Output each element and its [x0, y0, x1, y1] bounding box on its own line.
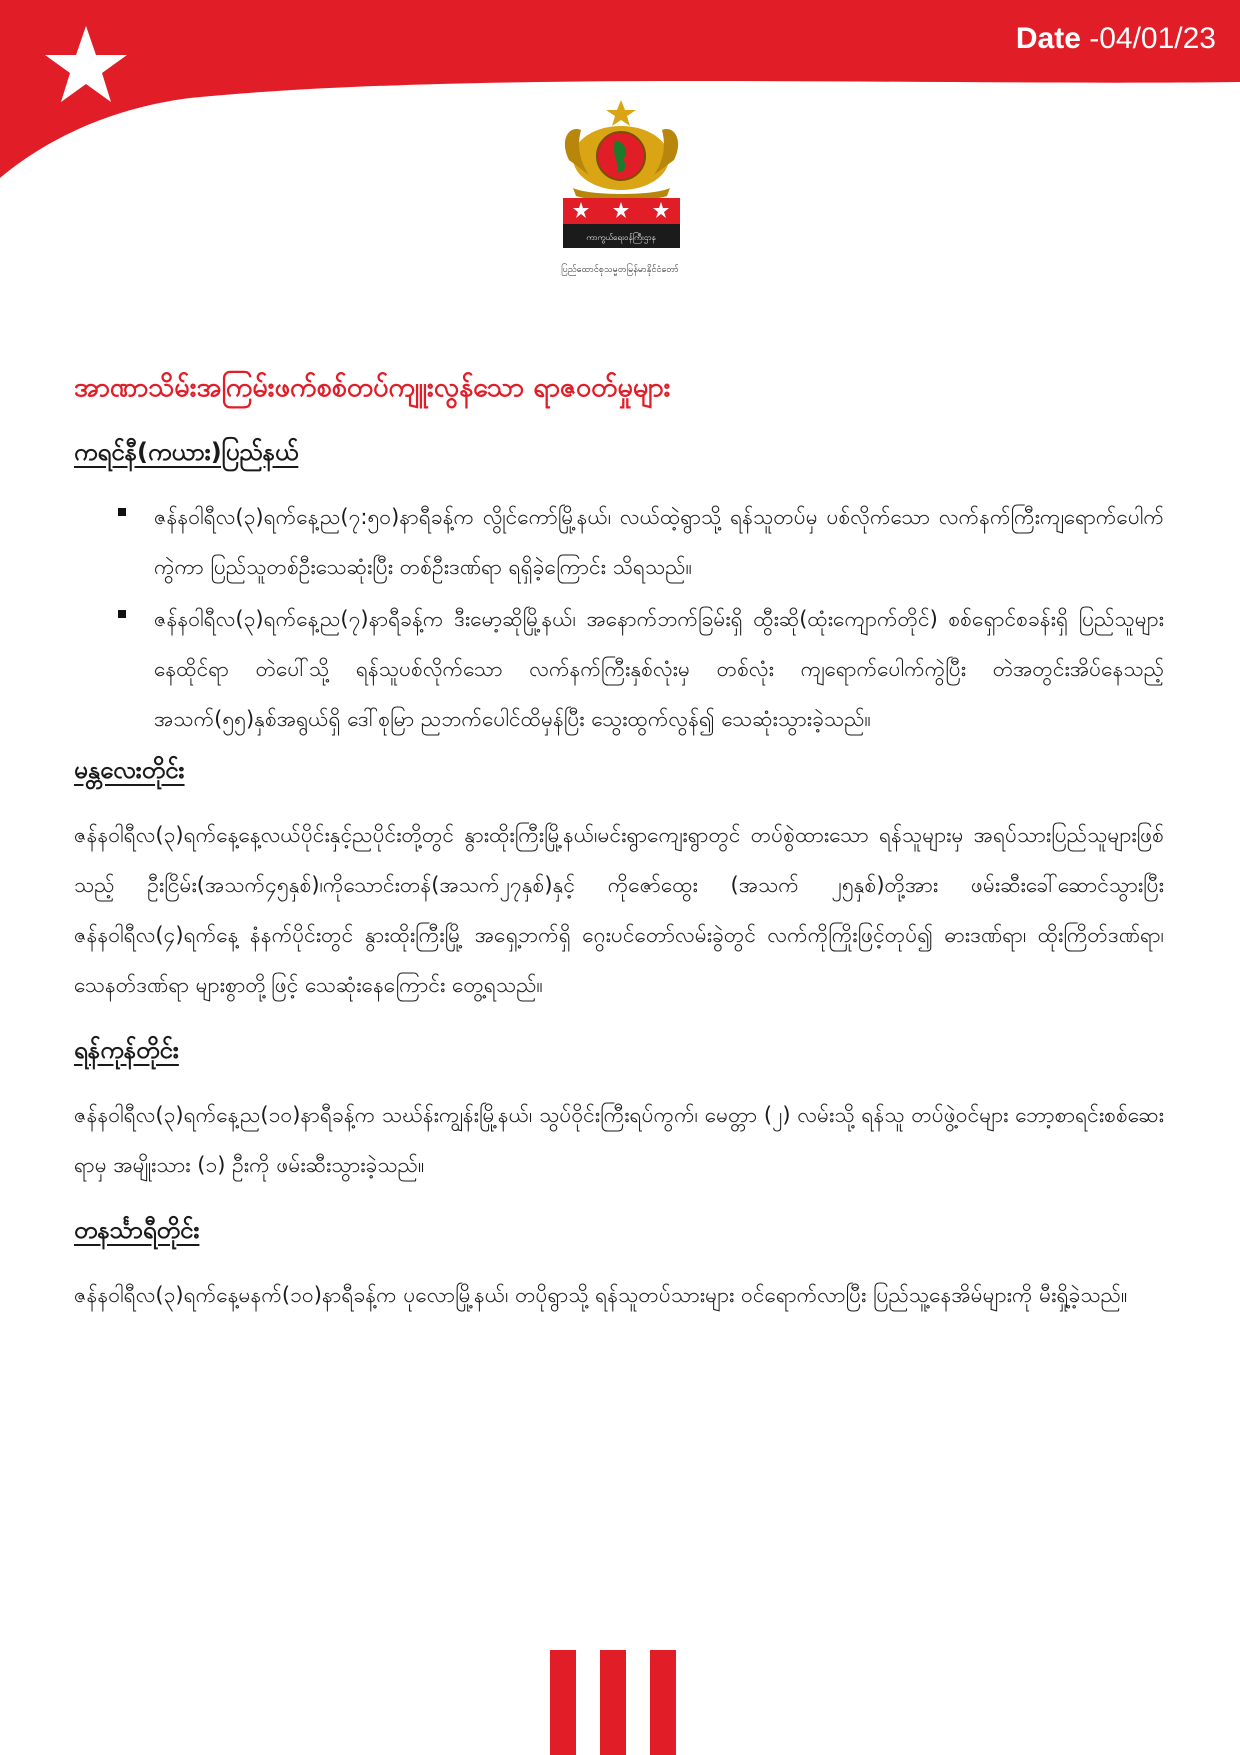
emblem-band-text: ကာကွယ်ရေးဝန်ကြီးဌာန: [586, 233, 656, 242]
section-heading-yangon: ရန်ကုန်တိုင်း: [74, 1036, 179, 1064]
paragraph-mandalay: ဇန်နဝါရီလ(၃)ရက်နေ့နေ့လယ်ပိုင်းနှင့်ညပိုင်းတို့တွင် နွားထိုးကြီးမြို့နယ်၊မင်းရွာကျေးရွာတွင် တပ်စွဲထားသော ရန်သူများမှ အရပ်သားပြည်သူများဖြစ်သည့် ဦးငြိမ်း(အသက်၄၅နှစ်)၊ကိုသောင်းတန်(အသက်၂၇နှစ်)နှင့် ကိုဇော်ထွေး (အသက် ၂၅နှစ်)တို့အား ဖမ်းဆီးခေါ်ဆောင်သွားပြီး ဇန်နဝါရီလ(၄)ရက်နေ့ နံနက်ပိုင်းတွင် နွားထိုးကြီးမြို့ အရှေ့ဘက်ရှိ ဂွေးပင်တော်လမ်းခွဲတွင် လက်ကိုကြိုးဖြင့်တုပ်၍ ဓားဒဏ်ရာ၊ ထိုးကြိတ်ဒဏ်ရာ၊ သေနတ်ဒဏ်ရာ များစွာတို့ဖြင့် သေဆုံးနေကြောင်း တွေ့ရသည်။: [74, 823, 1164, 997]
paragraph-yangon: ဇန်နဝါရီလ(၃)ရက်နေ့ည(၁၀)နာရီခန့်က သဃ်န်းကျွန်းမြို့နယ်၊ သွပ်ဝိုင်းကြီးရပ်ကွက်၊ မေတ္တာ (၂) လမ်းသို့ ရန်သူ တပ်ဖွဲ့ဝင်များ ဘော့စာရင်းစစ်ဆေးရာမှ အမျိုးသား (၁) ဦးကို ဖမ်းဆီးသွားခဲ့သည်။: [74, 1103, 1164, 1177]
footer-decoration: [550, 1650, 680, 1755]
bullet-icon: [118, 610, 126, 618]
date-value: -04/01/23: [1080, 22, 1216, 55]
state-emblem-icon: [559, 100, 684, 285]
section-heading-tanintharyi: တနင်္သာရီတိုင်း: [74, 1216, 200, 1244]
emblem-caption: ပြည်ထောင်စုသမ္မတမြန်မာနိုင်ငံတော်: [561, 265, 679, 275]
footer-bar: [650, 1650, 676, 1755]
document-body: [74, 368, 1164, 1342]
footer-bar: [600, 1650, 626, 1755]
list-item-text: ဇန်နဝါရီလ(၃)ရက်နေ့ည(၇:၅၀)နာရီခန့်က လွိုင်ကော်မြို့နယ်၊ လယ်ထဲ့ရွာသို့ ရန်သူတပ်မှ ပစ်လိုက်သော လက်နက်ကြီးကျရောက်ပေါက်ကွဲကာ ပြည်သူတစ်ဦးသေဆုံးပြီး တစ်ဦးဒဏ်ရာ ရရှိခဲ့ကြောင်း သိရသည်။: [154, 505, 1164, 579]
bullet-icon: [118, 508, 126, 516]
bullet-list: [74, 492, 1164, 744]
date-label: Date: [1015, 22, 1081, 55]
list-item: [118, 594, 1164, 744]
section-heading-mandalay: မန္တလေးတိုင်း: [74, 756, 185, 784]
paragraph-tanintharyi: ဇန်နဝါရီလ(၃)ရက်နေ့မနက်(၁၀)နာရီခန့်က ပုလောမြို့နယ်၊ တပိုရွာသို့ ရန်သူတပ်သားများ ဝင်ရောက်လာပြီး ပြည်သူ့နေအိမ်များကို မီးရှို့ခဲ့သည်။: [74, 1283, 1128, 1307]
footer-bar: [550, 1650, 576, 1755]
date-stamp: [1016, 22, 1216, 56]
list-item-text: ဇန်နဝါရီလ(၃)ရက်နေ့ည(၇)နာရီခန့်က ဒီးမော့ဆိုမြို့နယ်၊ အနောက်ဘက်ခြမ်းရှိ ထွီးဆို(ထုံးကျောက်တိုင်) စစ်ရှောင်စခန်းရှိ ပြည်သူများနေထိုင်ရာ တဲပေါ်သို့ ရန်သူပစ်လိုက်သော လက်နက်ကြီးနှစ်လုံးမှ တစ်လုံး ကျရောက်ပေါက်ကွဲပြီး တဲအတွင်းအိပ်နေသည့် အသက်(၅၅)နှစ်အရွယ်ရှိ ဒေါ်စုမြာ ညဘက်ပေါင်ထိမှန်ပြီး သွေးထွက်လွန်၍ သေဆုံးသွားခဲ့သည်။: [154, 607, 1164, 731]
document-title: အာဏာသိမ်းအကြမ်းဖက်စစ်တပ်ကျူးလွန်သော ရာဇဝတ်မှုများ: [74, 372, 671, 403]
section-heading-karenni: ကရင်နီ(ကယား)ပြည်နယ်: [74, 438, 299, 466]
list-item: [118, 492, 1164, 592]
